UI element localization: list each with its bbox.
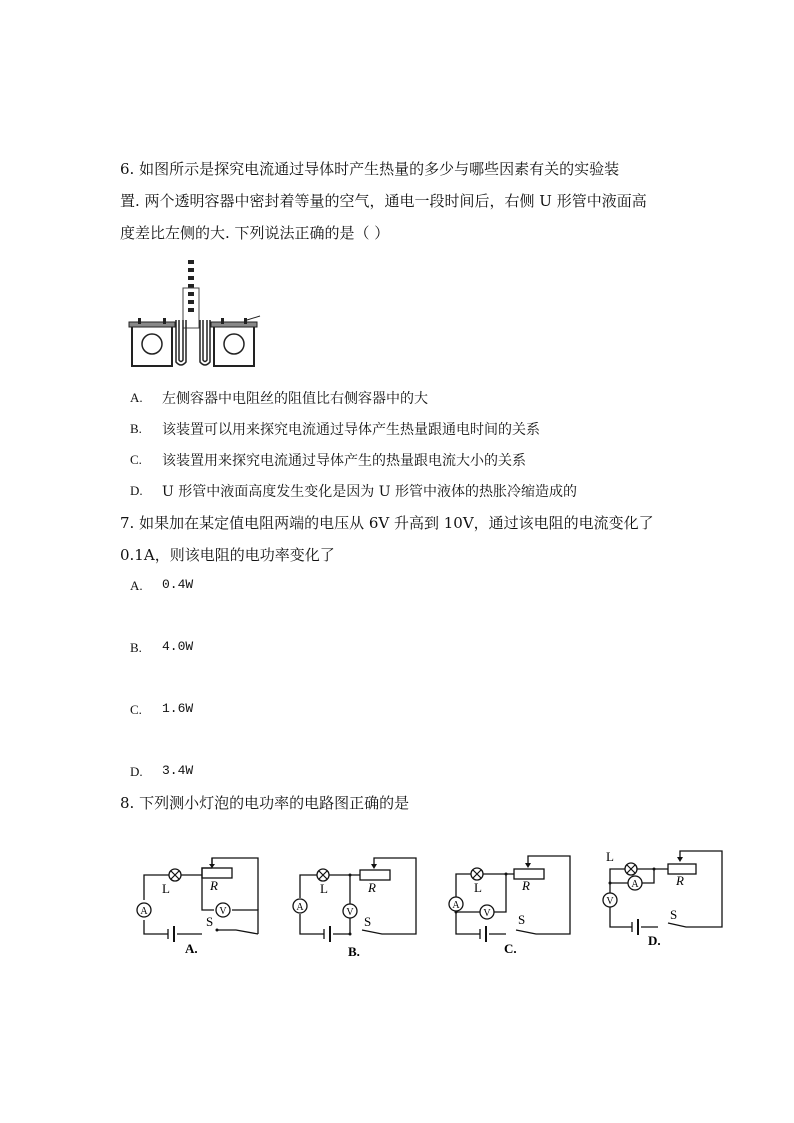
- voltmeter-d-label: V: [606, 896, 614, 907]
- q6-stem-line-3: 度差比左侧的大. 下列说法正确的是（ ）: [120, 224, 390, 242]
- q6-option-d-text: U 形管中液面高度发生变化是因为 U 形管中液体的热胀冷缩造成的: [162, 484, 577, 500]
- q7-stem-line-2: 0.1A，则该电阻的电功率变化了: [120, 546, 335, 564]
- q6-stem-line-1: 6. 如图所示是探究电流通过导体时产生热量的多少与哪些因素有关的实验装: [120, 160, 620, 178]
- circuit-b-caption: B.: [348, 944, 360, 959]
- q6-option-c-letter: C.: [130, 452, 142, 467]
- ammeter-d-label: A: [631, 879, 639, 890]
- q8-stem: 8. 下列测小灯泡的电功率的电路图正确的是: [120, 794, 410, 812]
- q8-circuit-c[interactable]: [444, 850, 576, 960]
- q6-option-b-letter: B.: [130, 421, 142, 436]
- q7-option-a-text: 0.4W: [162, 577, 194, 592]
- voltmeter-b-label: V: [346, 907, 354, 918]
- q6-option-a-text: 左侧容器中电阻丝的阻值比右侧容器中的大: [162, 391, 428, 407]
- q6-stem-line-2: 置. 两个透明容器中密封着等量的空气，通电一段时间后，右侧 U 形管中液面高: [120, 192, 647, 210]
- q7-option-d-text: 3.4W: [162, 763, 194, 778]
- lamp-d-label: L: [606, 849, 614, 864]
- voltmeter-a-label: V: [219, 906, 227, 917]
- rheostat-b-label: R: [368, 880, 376, 895]
- lamp-a-label: L: [162, 881, 170, 896]
- q7-stem-line-1: 7. 如果加在某定值电阻两端的电压从 6V 升高到 10V，通过该电阻的电流变化了: [120, 514, 654, 532]
- rheostat-d-label: R: [676, 873, 684, 888]
- rheostat-c-label: R: [522, 878, 530, 893]
- q7-option-c-text: 1.6W: [162, 701, 194, 716]
- q8-circuit-a[interactable]: [132, 850, 264, 960]
- switch-c-label: S: [518, 912, 526, 927]
- circuit-c-caption: C.: [504, 941, 517, 956]
- ammeter-c-label: A: [452, 900, 460, 911]
- circuit-d-caption: D.: [648, 933, 661, 948]
- lamp-c-label: L: [474, 880, 482, 895]
- ammeter-a-label: A: [140, 906, 148, 917]
- lamp-b-label: L: [320, 881, 328, 896]
- q6-apparatus-figure: [126, 258, 262, 373]
- q6-u-tubes: [176, 320, 210, 365]
- q6-right-container: [211, 316, 260, 366]
- voltmeter-c-label: V: [483, 908, 491, 919]
- q7-option-b-letter: B.: [130, 640, 142, 655]
- circuit-a-caption: A.: [185, 941, 198, 956]
- q7-option-b-text: 4.0W: [162, 639, 194, 654]
- switch-b-label: S: [364, 914, 372, 929]
- q6-option-c-text: 该装置用来探究电流通过导体产生的热量跟电流大小的关系: [162, 453, 526, 469]
- rheostat-a-label: R: [210, 878, 218, 893]
- switch-d-label: S: [670, 907, 678, 922]
- q6-option-b-text: 该装置可以用来探究电流通过导体产生热量跟通电时间的关系: [162, 422, 540, 438]
- q8-circuit-b[interactable]: [288, 850, 420, 962]
- switch-a-label: S: [206, 914, 214, 929]
- q7-option-c-letter: C.: [130, 702, 142, 717]
- q6-option-d-letter: D.: [130, 483, 143, 498]
- q6-left-container: [129, 318, 175, 366]
- q7-option-a-letter: A.: [130, 578, 143, 593]
- ammeter-b-label: A: [296, 902, 304, 913]
- q7-option-d-letter: D.: [130, 764, 143, 779]
- q6-scale: [183, 260, 199, 328]
- q8-circuit-d[interactable]: [600, 843, 732, 955]
- q6-option-a-letter: A.: [130, 390, 143, 405]
